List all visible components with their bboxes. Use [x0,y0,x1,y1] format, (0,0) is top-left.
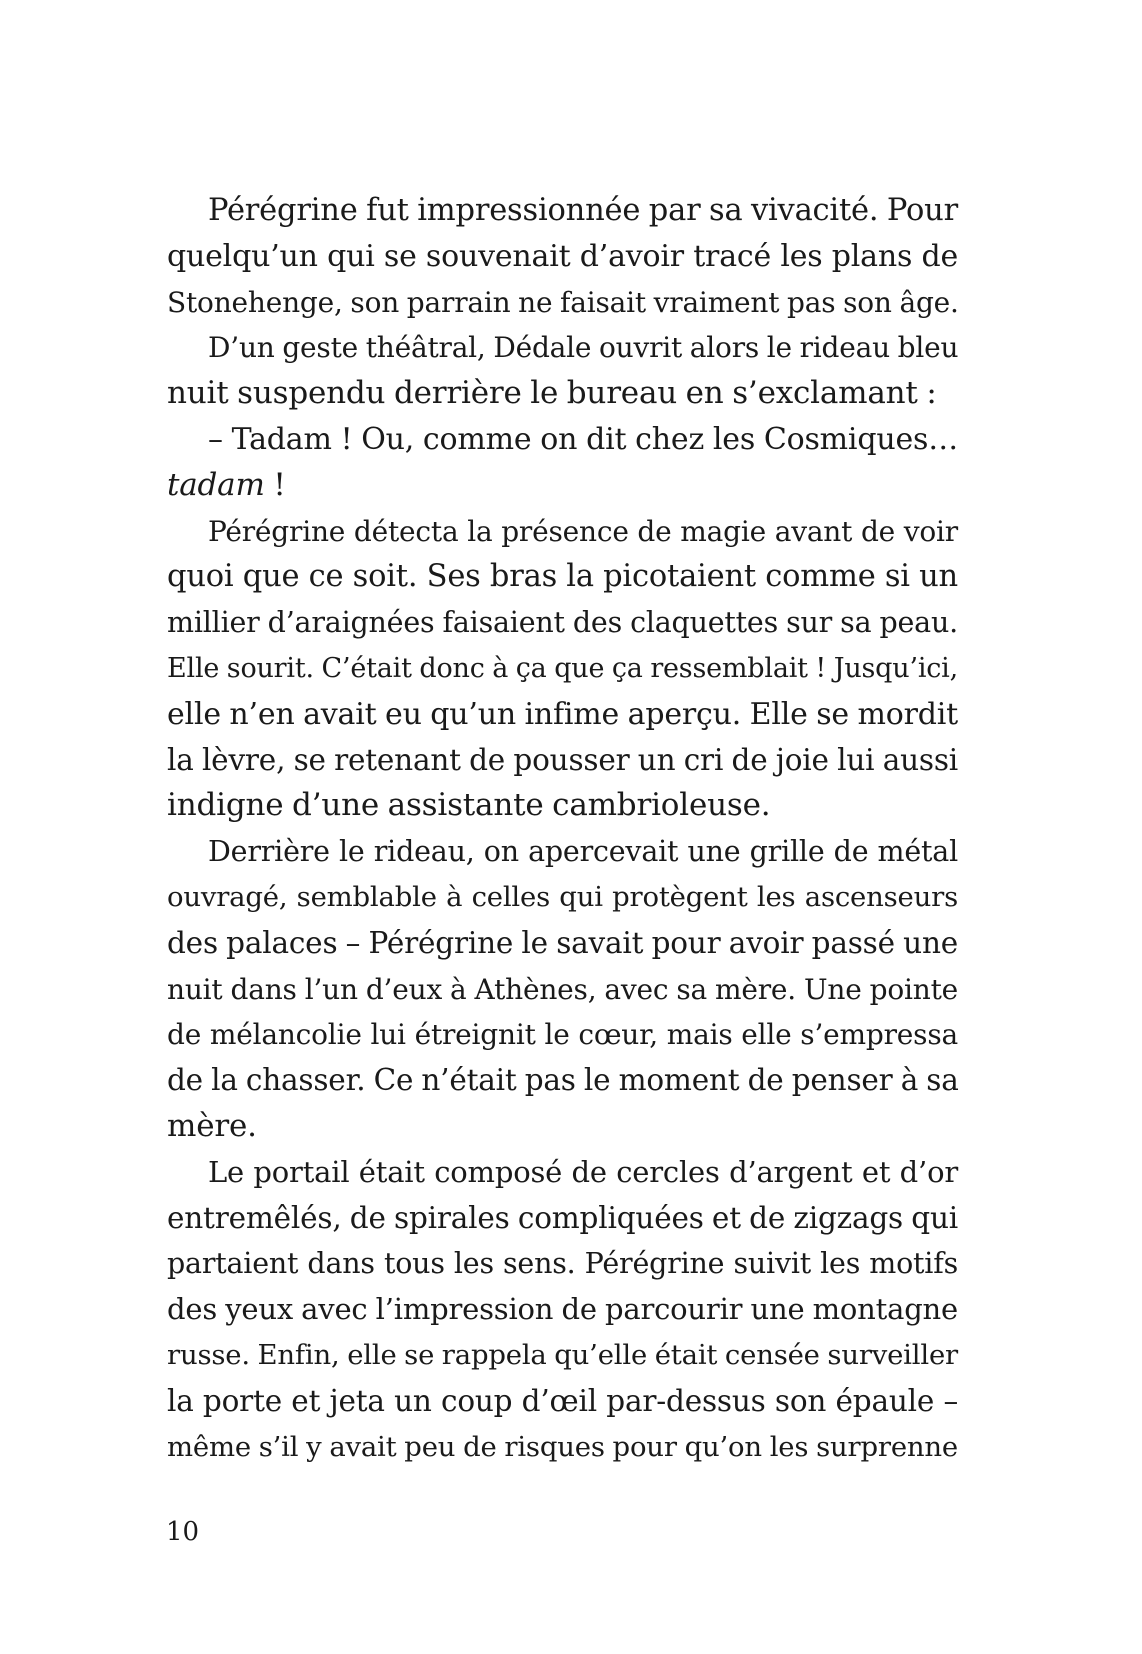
text-line: Le portail était composé de cercles d’argent et d’or [208,1154,958,1189]
text-line: partaient dans tous les sens. Pérégrine suivit les motifs [167,1247,958,1281]
punctuation: ! [264,466,286,503]
text-line: elle n’en avait eu qu’un infime aperçu. Elle se mordit [167,696,958,732]
text-line: la porte et jeta un coup d’œil par-dessus son épaule – [167,1383,958,1418]
text-line: entremêlés, de spirales compliquées et de zigzags qui [167,1200,958,1235]
text-line: – Tadam ! Ou, comme on dit chez les Cosmiques… [208,421,958,457]
text-line: quoi que ce soit. Ses bras la picotaient comme si un [167,559,958,595]
text-line: quelqu’un qui se souvenait d’avoir tracé les plans de [167,238,958,274]
text-line: indigne d’une assistante cambrioleuse. [167,787,771,824]
text-line: russe. Enfin, elle se rappela qu’elle était censée surveiller [167,1338,958,1371]
text-line [167,463,958,509]
body-text [167,188,958,1470]
text-line: des palaces – Pérégrine le savait pour avoir passé une [167,925,958,960]
text-line: nuit suspendu derrière le bureau en s’exclamant : [167,375,937,412]
text-line: même s’il y avait peu de risques pour qu’on les surprenne [167,1430,958,1463]
page-number: 10 [166,1517,200,1547]
text-line: Pérégrine fut impressionnée par sa vivacité. Pour [208,193,958,228]
text-line: la lèvre, se retenant de pousser un cri de joie lui aussi [167,742,958,777]
italic-word: tadam [167,466,265,503]
text-line: de la chasser. Ce n’était pas le moment de penser à sa [167,1063,959,1098]
text-line: millier d’araignées faisaient des claquettes sur sa peau. [167,606,958,640]
text-line: Pérégrine détecta la présence de magie avant de voir [208,514,958,548]
text-line: des yeux avec l’impression de parcourir une montagne [167,1292,958,1327]
text-line: Elle sourit. C’était donc à ça que ça ressemblait ! Jusqu’ici, [167,652,958,684]
text-line: D’un geste théâtral, Dédale ouvrit alors le rideau bleu [208,331,959,365]
text-line: Stonehenge, son parrain ne faisait vraiment pas son âge. [167,285,959,319]
text-line: de mélancolie lui étreignit le cœur, mais elle s’empressa [167,1018,958,1052]
text-line: nuit dans l’un d’eux à Athènes, avec sa mère. Une pointe [167,972,958,1006]
text-line: ouvragé, semblable à celles qui protègent les ascenseurs [167,880,958,913]
text-line: mère. [167,1107,257,1144]
text-line: Derrière le rideau, on apercevait une grille de métal [208,835,958,869]
